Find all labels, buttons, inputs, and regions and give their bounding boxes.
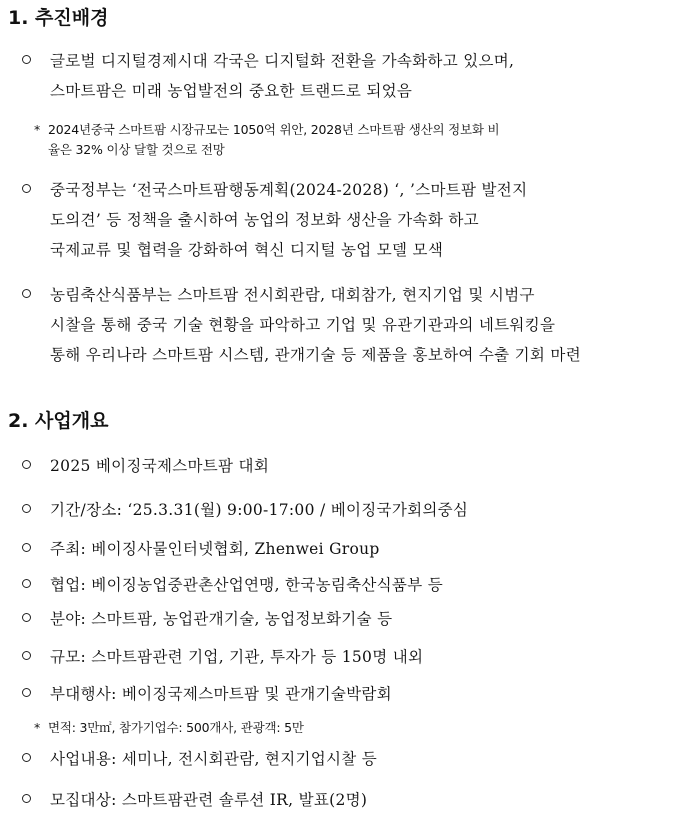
list-item — [22, 175, 662, 265]
list-item — [22, 570, 662, 600]
circle-bullet-icon — [22, 688, 31, 697]
circle-bullet-icon — [22, 55, 31, 64]
asterisk-marker: * — [34, 122, 41, 137]
circle-bullet-icon — [22, 579, 31, 588]
list-item-text: 주최: 베이징사물인터넷협회, Zhenwei Group — [50, 540, 380, 558]
footnote-text: 면적: 3만㎡, 참가기업수: 500개사, 관광객: 5만 — [48, 720, 304, 735]
circle-bullet-icon — [22, 794, 31, 803]
list-item-text: 사업내용: 세미나, 전시회관람, 현지기업시찰 등 — [50, 750, 378, 768]
list-item — [22, 642, 662, 672]
list-item — [22, 495, 662, 525]
circle-bullet-icon — [22, 504, 31, 513]
list-item — [22, 679, 662, 709]
circle-bullet-icon — [22, 753, 31, 762]
circle-bullet-icon — [22, 460, 31, 469]
list-item — [22, 604, 662, 634]
list-item — [22, 785, 662, 815]
list-item-text: 농림축산식품부는 스마트팜 전시회관람, 대회참가, 현지기업 및 시범구 시찰을 통해 중국 기술 현황을 파악하고 기업 및 유관기관과의 네트워킹을 통해 우리나라 스마트팜 시스템, 관개기술 등 제품을 홍보하여 수출 기회 마련 — [50, 286, 581, 364]
list-item-text: 글로벌 디지털경제시대 각국은 디지털화 전환을 가속화하고 있으며, 스마트팜은 미래 농업발전의 중요한 트랜드로 되었음 — [50, 52, 515, 100]
list-item — [22, 280, 662, 370]
footnote — [34, 718, 664, 738]
list-item-text: 중국정부는 ‘전국스마트팜행동계획(2024-2028) ‘, ’스마트팜 발전지 도의견’ 등 정책을 출시하여 농업의 정보화 생산을 가속화 하고 국제교류 및 협력을 강화하여 혁신 디지털 농업 모델 모색 — [50, 181, 528, 259]
list-item-text: 모집대상: 스마트팜관련 솔루션 IR, 발표(2명) — [50, 791, 368, 809]
circle-bullet-icon — [22, 289, 31, 298]
list-item-text: 규모: 스마트팜관련 기업, 기관, 투자가 등 150명 내외 — [50, 648, 424, 666]
circle-bullet-icon — [22, 613, 31, 622]
list-item — [22, 534, 662, 564]
list-item — [22, 744, 662, 774]
footnote — [34, 120, 664, 160]
circle-bullet-icon — [22, 184, 31, 193]
asterisk-marker: * — [34, 720, 41, 735]
section-title-background: 1. 추진배경 — [8, 7, 109, 29]
list-item-text: 분야: 스마트팜, 농업관개기술, 농업정보화기술 등 — [50, 610, 393, 628]
list-item-text: 2025 베이징국제스마트팜 대회 — [50, 457, 270, 475]
section-title-overview: 2. 사업개요 — [8, 410, 109, 432]
list-item-text: 협업: 베이징농업중관촌산업연맹, 한국농림축산식품부 등 — [50, 576, 443, 594]
list-item-text: 부대행사: 베이징국제스마트팜 및 관개기술박람회 — [50, 685, 392, 703]
circle-bullet-icon — [22, 651, 31, 660]
list-item-text: 기간/장소: ‘25.3.31(월) 9:00-17:00 / 베이징국가회의중심 — [50, 501, 469, 519]
list-item — [22, 46, 662, 106]
circle-bullet-icon — [22, 543, 31, 552]
footnote-text: 2024년중국 스마트팜 시장규모는 1050억 위안, 2028년 스마트팜 생산의 정보화 비 율은 32% 이상 달할 것으로 전망 — [48, 122, 500, 157]
list-item — [22, 451, 662, 481]
